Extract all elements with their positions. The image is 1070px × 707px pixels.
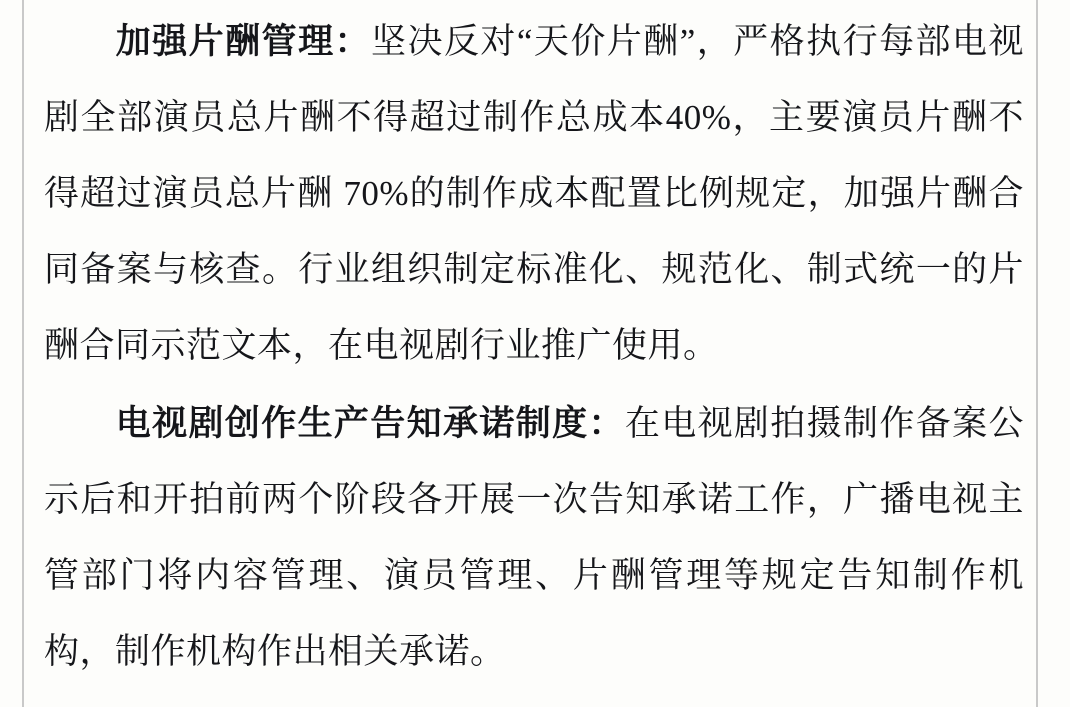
paragraph-2-text: 在电视剧拍摄制作备案公示后和开拍前两个阶段各开展一次告知承诺工作，广播电视主管部门将内容管理、演员管理、片酬管理等规定告知制作机构，制作机构作出相关承诺。 — [44, 404, 1024, 671]
paragraph-1-text: 坚决反对“天价片酬”，严格执行每部电视剧全部演员总片酬不得超过制作总成本40%，主要演员片酬不得超过演员总片酬 70%的制作成本配置比例规定，加强片酬合同备案与核查。行业组织制定标准化、规范化、制式统一的片酬合同示范文本，在电视剧行业推广使用。 — [44, 22, 1024, 365]
page-rule-left — [22, 0, 24, 707]
document-body — [44, 0, 1024, 707]
paragraph-2-lead: 电视剧创作生产告知承诺制度： — [115, 404, 625, 443]
paragraph-1 — [44, 4, 1024, 384]
paragraph-2 — [44, 386, 1024, 690]
paragraph-1-lead: 加强片酬管理： — [115, 22, 372, 61]
page-rule-right — [1036, 0, 1038, 707]
